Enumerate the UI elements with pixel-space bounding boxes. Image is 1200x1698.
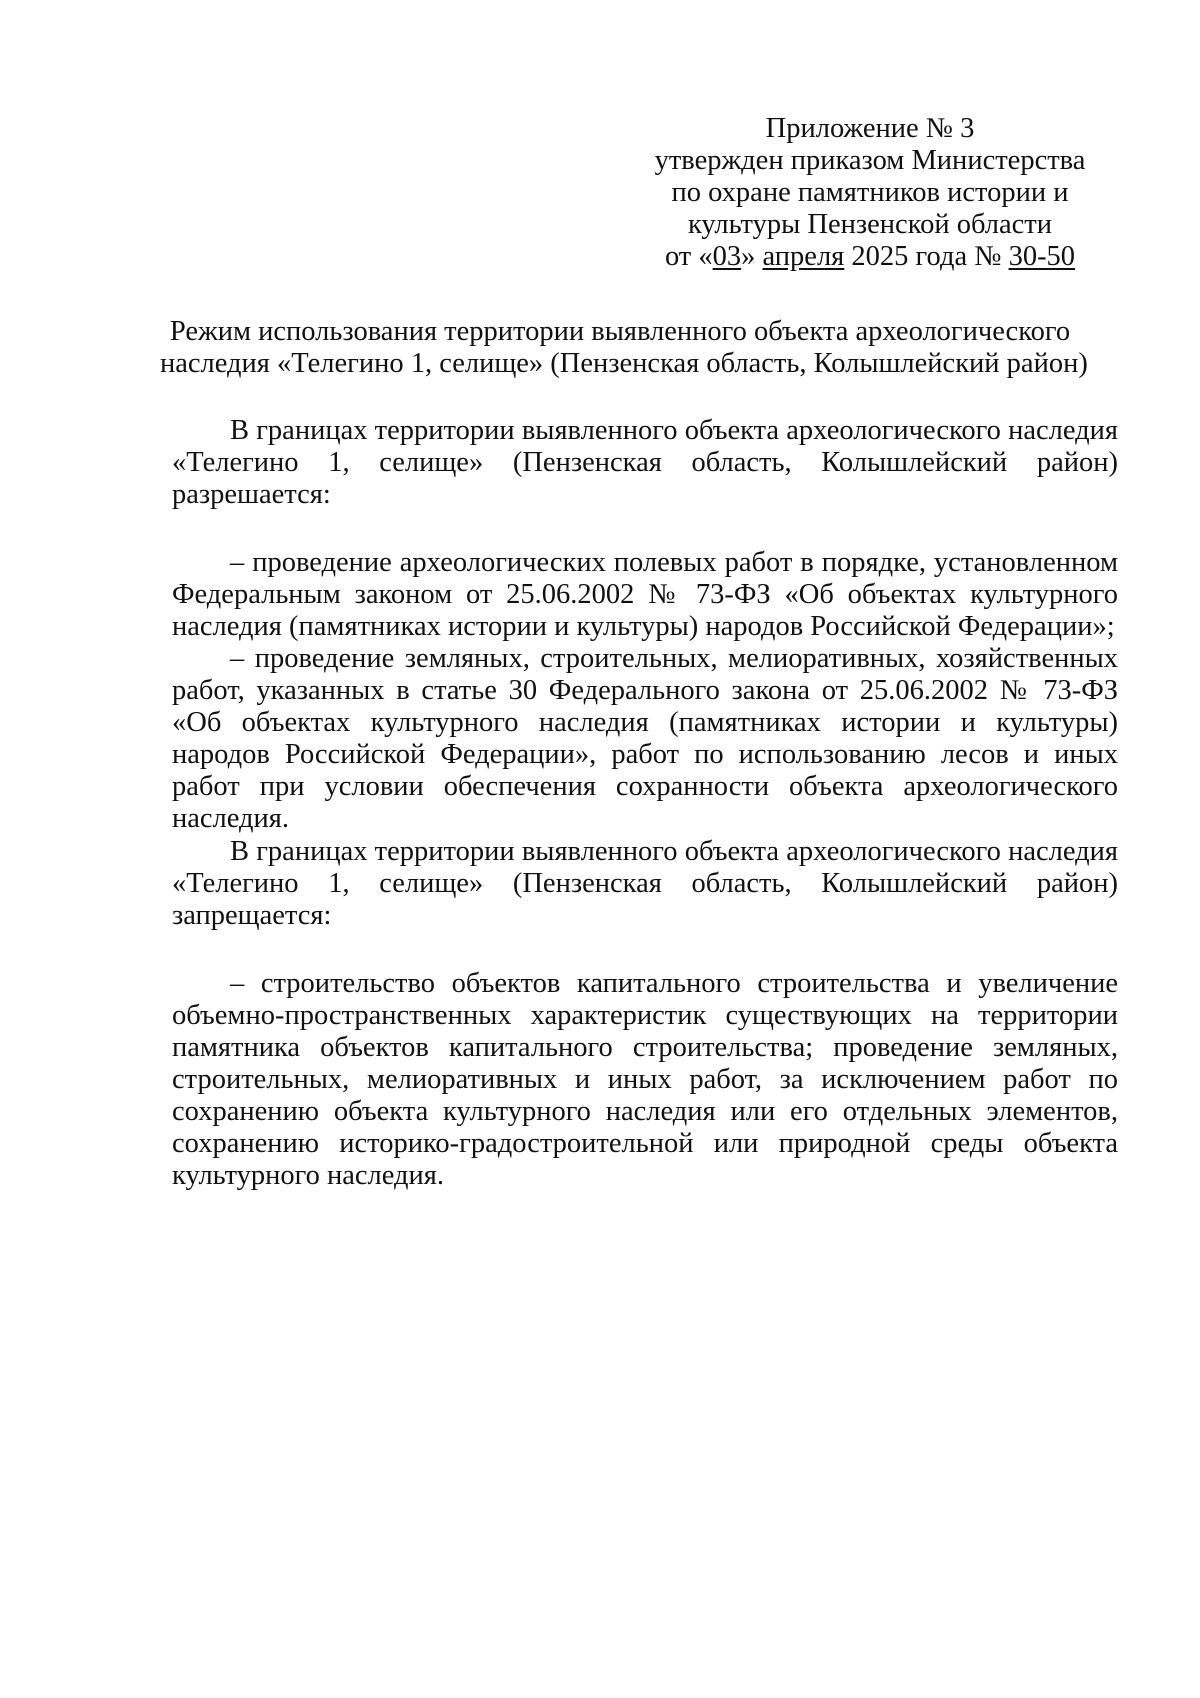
order-number: 30-50 <box>1008 241 1076 272</box>
order-date-prefix: от « <box>664 241 713 272</box>
forbidden-item: – строительство объектов капитального строительства и увеличение объемно-пространственных характеристик существующих на территории памятника объектов капитального строительства; проведение земляных, строительных, мелиоративных и иных работ, за исключением работ по сохранению объекта культурного наследия или его отдельных элементов, сохранению историко-градостроительной или природной среды объекта культурного наследия. <box>172 968 1118 1191</box>
allowed-section-intro <box>172 415 1118 511</box>
order-date-sep: » <box>741 241 763 272</box>
title-line: Режим использования территории выявленного объекта археологического <box>169 316 1071 347</box>
document-title <box>160 316 1088 380</box>
title-line: наследия «Телегино 1, селище» (Пензенская область, Колышлейский район) <box>160 348 1088 379</box>
order-month: апреля <box>762 241 845 272</box>
forbidden-items-list <box>172 968 1118 1192</box>
approval-line: культуры Пензенской области <box>687 209 1052 240</box>
approval-line: по охране памятников истории и <box>671 177 1069 208</box>
order-date-number-line <box>640 241 1100 273</box>
forbidden-intro-paragraph: В границах территории выявленного объекта археологического наследия «Телегино 1, селище» (Пензенская область, Колышлейский район) запрещается: <box>172 836 1118 931</box>
approval-line: утвержден приказом Министерства <box>654 145 1086 176</box>
allowed-intro-paragraph: В границах территории выявленного объекта археологического наследия «Телегино 1, селище» (Пензенская область, Колышлейский район) разрешается: <box>172 415 1118 510</box>
allowed-item: – проведение археологических полевых работ в порядке, установленном Федеральным законом от 25.06.2002 № 73-ФЗ «Об объектах культурного наследия (памятниках истории и культуры) народов Российской Федерации»; <box>172 547 1118 642</box>
order-day: 03 <box>712 241 742 272</box>
allowed-item: – проведение земляных, строительных, мелиоративных, хозяйственных работ, указанных в статье 30 Федерального закона от 25.06.2002 № 73-ФЗ «Об объектах культурного наследия (памятниках истории и культуры) народов Российской Федерации», работ по использованию лесов и иных работ при условии обеспечения сохранности объекта археологического наследия. <box>172 643 1118 834</box>
forbidden-section-intro <box>172 836 1118 932</box>
appendix-number: Приложение № 3 <box>765 113 975 144</box>
allowed-items-list <box>172 547 1118 835</box>
order-year-label: 2025 года № <box>844 241 1009 272</box>
approval-stamp-block <box>640 113 1100 273</box>
